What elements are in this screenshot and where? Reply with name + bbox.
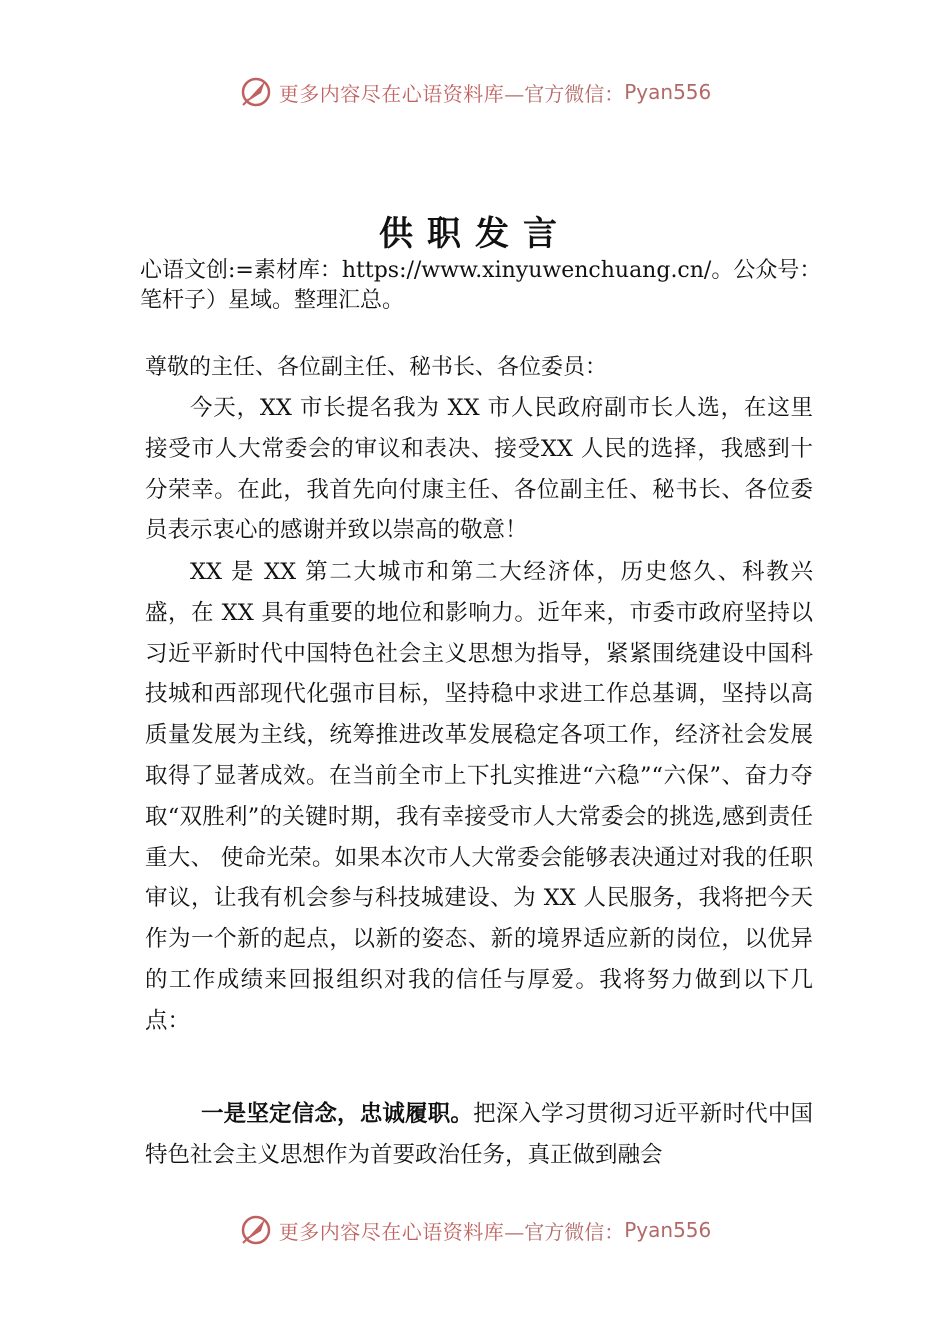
banner-wechat-id: Pyan556 [624, 1218, 712, 1242]
paragraph-3 [145, 1094, 813, 1176]
banner-wechat-id: Pyan556 [624, 80, 712, 104]
paragraph-1: 今天，XX 市长提名我为 XX 市人民政府副市长人选，在这里接受市人大常委会的审议和表决、接受XX 人民的选择，我感到十分荣幸。在此，我首先向付康主任、各位副主任、秘书长、各位委员表示衷心的感谢并致以崇高的敬意！ [145, 395, 813, 544]
point1-text: 把深入学习贯彻习近平新时代中国特色社会主义思想作为首要政治任务，真正做到融会 [145, 1101, 813, 1168]
document-title: 供职发言 [379, 214, 571, 254]
header-banner [0, 72, 950, 112]
banner-subtitle: —官方微信： [504, 81, 625, 106]
point1-heading: 一是坚定信念，忠诚履职。 [201, 1101, 474, 1127]
banner-subtitle: —官方微信： [504, 1219, 625, 1244]
quill-logo-icon [239, 75, 273, 109]
banner-title: 更多内容尽在心语资料库 [278, 1219, 505, 1244]
banner-title: 更多内容尽在心语资料库 [278, 81, 505, 106]
quill-logo-icon [239, 1213, 273, 1247]
source-line: 心语文创:=素材库：https://www.xinyuwenchuang.cn/。公众号：笔杆子）星域。整理汇总。 [140, 258, 822, 313]
greeting: 尊敬的主任、各位副主任、秘书长、各位委员： [145, 355, 608, 380]
paragraph-2: XX 是 XX 第二大城市和第二大经济体，历史悠久、科教兴盛，在 XX 具有重要的地位和影响力。近年来，市委市政府坚持以习近平新时代中国特色社会主义思想为指导，紧紧围绕建设中国科技城和西部现代化强市目标，坚持稳中求进工作总基调，坚持以高质量发展为主线，统筹推进改革发展稳定各项工作，经济社会发展取得了显著成效。在当前全市上下扎实推进“六稳”“六保”、奋力夺取“双胜利”的关键时期，我有幸接受市人大常委会的挑选,感到责任重大、 使命光荣。如果本次市人大常委会能够表决通过对我的任职审议，让我有机会参与科技城建设、为 XX 人民服务，我将把今天作为一个新的起点，以新的姿态、新的境界适应新的岗位，以优异的工作成绩来回报组织对我的信任与厚爱。我将努力做到以下几点： [145, 559, 813, 1034]
footer-banner [0, 1210, 950, 1250]
